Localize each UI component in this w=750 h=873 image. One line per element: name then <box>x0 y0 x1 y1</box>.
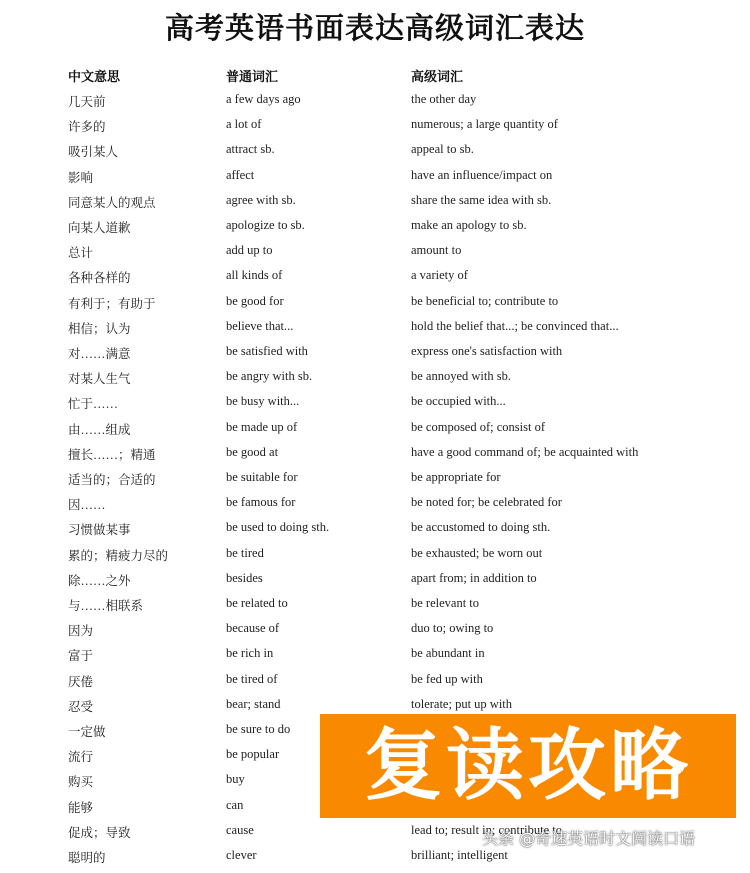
cell-chinese: 由……组成 <box>68 422 131 437</box>
table-row <box>0 546 750 571</box>
page-title: 高考英语书面表达高级词汇表达 <box>164 13 585 45</box>
cell-common: because of <box>226 621 280 636</box>
cell-common: all kinds of <box>226 268 283 283</box>
table-row <box>0 117 750 142</box>
cell-chinese: 擅长……；精通 <box>68 447 156 462</box>
cell-common: can <box>226 797 244 812</box>
cell-common: be related to <box>226 596 288 610</box>
cell-advanced: be fed up with <box>411 671 483 686</box>
table-row <box>0 369 750 394</box>
banner-overlay: 复读攻略 <box>320 714 736 818</box>
cell-common: be satisfied with <box>226 344 308 358</box>
table-row <box>0 495 750 520</box>
cell-advanced: express one's satisfaction with <box>411 344 563 358</box>
table-row <box>0 470 750 495</box>
cell-common: be good for <box>226 293 284 308</box>
cell-common: besides <box>226 570 263 585</box>
cell-common: be made up of <box>226 419 298 434</box>
table-row <box>0 596 750 621</box>
cell-common: agree with sb. <box>226 192 296 207</box>
cell-chinese: 总计 <box>68 246 94 261</box>
cell-advanced: be exhausted; be worn out <box>411 545 543 560</box>
cell-chinese: 同意某人的观点 <box>68 195 156 210</box>
cell-advanced: be appropriate for <box>411 470 501 484</box>
cell-advanced: be occupied with... <box>411 394 506 409</box>
cell-advanced: be accustomed to doing sth. <box>411 520 551 535</box>
cell-chinese: 一定做 <box>68 725 106 739</box>
cell-common: be used to doing sth. <box>226 520 330 535</box>
table-row <box>0 672 750 697</box>
cell-advanced: be annoyed with sb. <box>411 369 511 384</box>
cell-common: add up to <box>226 243 273 258</box>
cell-chinese: 吸引某人 <box>68 145 119 160</box>
table-row <box>0 268 750 293</box>
cell-advanced: be noted for; be celebrated for <box>411 495 562 510</box>
table-row <box>0 394 750 419</box>
table-row <box>0 218 750 243</box>
cell-chinese: 厌倦 <box>68 674 94 689</box>
cell-common: be popular <box>226 747 280 762</box>
cell-common: buy <box>226 772 245 787</box>
cell-chinese: 聪明的 <box>68 851 106 865</box>
cell-advanced: be abundant in <box>411 646 485 661</box>
cell-advanced: be beneficial to; contribute to <box>411 293 559 308</box>
cell-common: be suitable for <box>226 470 298 484</box>
cell-advanced: duo to; owing to <box>411 621 494 636</box>
cell-advanced: amount to <box>411 243 462 258</box>
cell-common: be busy with... <box>226 394 300 409</box>
cell-common: be tired <box>226 545 264 560</box>
cell-chinese: 促成；导致 <box>68 825 131 840</box>
table-row <box>0 243 750 268</box>
table-row <box>0 420 750 445</box>
table-row <box>0 168 750 193</box>
cell-advanced: be composed of; consist of <box>411 419 546 434</box>
cell-common: apologize to sb. <box>226 218 305 232</box>
table-row <box>0 319 750 344</box>
table-row <box>0 520 750 545</box>
cell-chinese: 向某人道歉 <box>68 221 131 235</box>
cell-chinese: 富于 <box>68 649 94 664</box>
column-header-common: 普通词汇 <box>226 69 279 84</box>
cell-advanced: make an apology to sb. <box>411 218 527 232</box>
table-row <box>0 445 750 470</box>
cell-advanced: have an influence/impact on <box>411 167 553 182</box>
table-row <box>0 294 750 319</box>
cell-chinese: 适当的；合适的 <box>68 473 156 487</box>
cell-advanced: have a good command of; be acquainted with <box>411 444 639 459</box>
cell-chinese: 除……之外 <box>68 573 131 588</box>
cell-chinese: 与……相联系 <box>68 599 144 613</box>
table-row <box>0 92 750 117</box>
cell-advanced: brilliant; intelligent <box>411 848 508 862</box>
table-row <box>0 621 750 646</box>
cell-common: clever <box>226 848 257 862</box>
cell-advanced: share the same idea with sb. <box>411 192 552 207</box>
cell-advanced: lead to; result in; contribute to <box>411 822 563 837</box>
cell-common: be famous for <box>226 495 296 510</box>
table-row <box>0 646 750 671</box>
table-row <box>0 142 750 167</box>
cell-chinese: 对……满意 <box>68 347 131 361</box>
watermark: 头条 @奇速英语时文阅读口语 <box>482 829 696 848</box>
cell-chinese: 累的；精疲力尽的 <box>68 548 169 563</box>
cell-chinese: 许多的 <box>68 120 106 135</box>
cell-advanced: numerous; a large quantity of <box>411 117 558 132</box>
cell-advanced: a variety of <box>411 268 468 283</box>
table-row <box>0 344 750 369</box>
cell-common: attract sb. <box>226 142 275 157</box>
cell-advanced: apart from; in addition to <box>411 570 537 585</box>
cell-advanced: appeal to sb. <box>411 142 474 157</box>
cell-chinese: 因…… <box>68 498 106 513</box>
cell-common: be good at <box>226 444 279 459</box>
cell-advanced: hold the belief that...; be convinced that... <box>411 318 619 333</box>
cell-chinese: 流行 <box>68 750 94 765</box>
cell-chinese: 忙于…… <box>68 397 119 412</box>
column-header-chinese: 中文意思 <box>68 69 121 84</box>
cell-advanced: tolerate; put up with <box>411 696 513 711</box>
cell-chinese: 有利于；有助于 <box>68 296 156 311</box>
cell-common: cause <box>226 822 254 837</box>
table-row <box>0 193 750 218</box>
cell-common: be rich in <box>226 646 274 661</box>
cell-common: be sure to do <box>226 722 291 736</box>
cell-common: a lot of <box>226 117 262 132</box>
cell-advanced: the other day <box>411 92 477 106</box>
cell-chinese: 能够 <box>68 800 94 815</box>
column-header-advanced: 高级词汇 <box>411 69 464 84</box>
cell-chinese: 各种各样的 <box>68 271 131 286</box>
cell-chinese: 习惯做某事 <box>68 523 131 538</box>
cell-chinese: 忍受 <box>68 699 94 714</box>
cell-common: bear; stand <box>226 696 281 711</box>
cell-common: believe that... <box>226 318 294 333</box>
cell-common: be tired of <box>226 671 278 686</box>
cell-common: be angry with sb. <box>226 369 313 384</box>
cell-chinese: 对某人生气 <box>68 372 131 387</box>
cell-common: affect <box>226 167 255 182</box>
cell-chinese: 几天前 <box>68 95 106 109</box>
cell-chinese: 因为 <box>68 624 94 639</box>
cell-chinese: 购买 <box>68 775 94 790</box>
cell-advanced: be relevant to <box>411 596 480 610</box>
cell-chinese: 相信；认为 <box>68 321 131 336</box>
table-row <box>0 848 750 873</box>
table-row <box>0 571 750 596</box>
cell-chinese: 影响 <box>68 170 94 185</box>
cell-common: a few days ago <box>226 92 301 106</box>
